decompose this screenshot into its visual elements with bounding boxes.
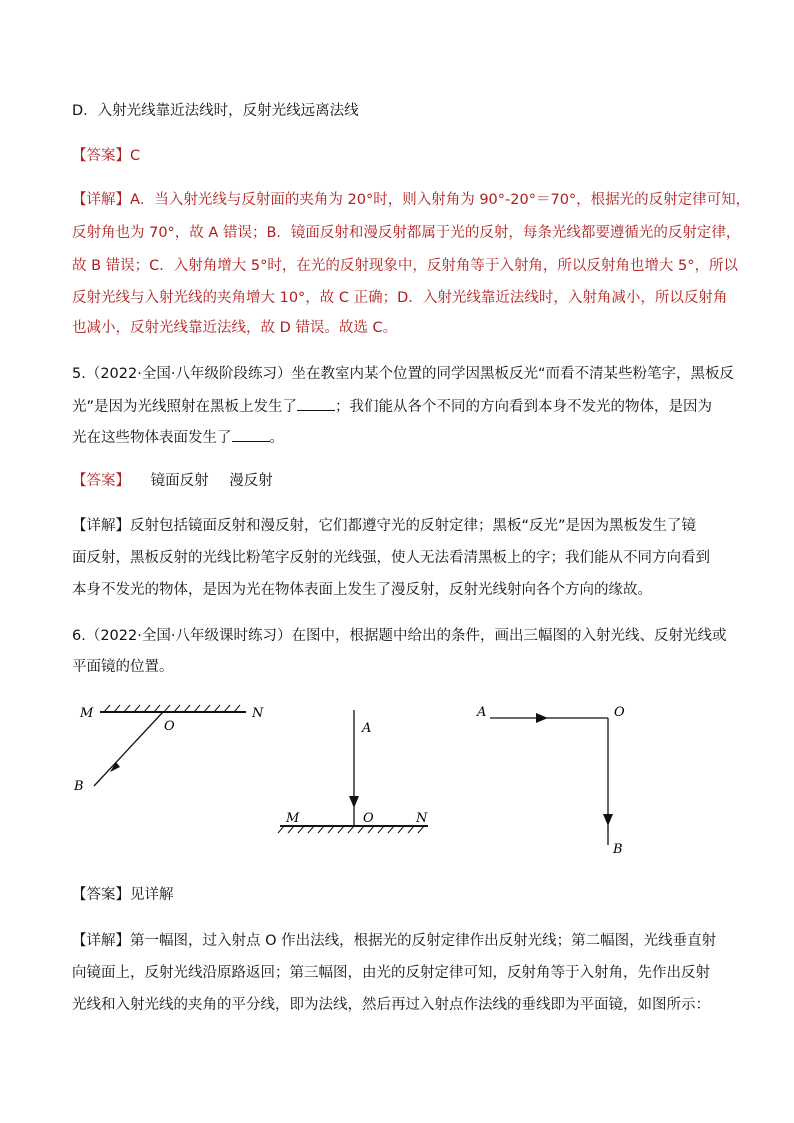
label-o: O [614,705,625,720]
option-d: D．入射光线靠近法线时，反射光线远离法线 [72,103,359,119]
q6-detail-line-2: 向镜面上，反射光线沿原路返回；第三幅图，由光的反射定律可知，反射角等于入射角，先作出反射 [72,965,710,981]
arrow-icon [349,796,359,808]
q5-detail-line-1: 【详解】反射包括镜面反射和漫反射，它们都遵守光的反射定律；黑板“反光”是因为黑板发生了镜 [72,518,697,534]
q6-detail-line-1: 【详解】第一幅图，过入射点 O 作出法线，根据光的反射定律作出反射光线；第二幅图，光线垂直射 [72,933,717,949]
label-o: O [164,719,175,734]
q6-answer: 【答案】见详解 [72,887,174,903]
q4-detail-line-2: 反射角也为 70°，故 A 错误；B．镜面反射和漫反射都属于光的反射，每条光线都要遵循光的反射定律， [72,225,741,241]
q6-question-line-2: 平面镜的位置。 [72,659,174,675]
figure-2-mirror [270,700,440,840]
q5-text-d: 。 [269,430,284,446]
q5-question-line-3 [72,427,284,448]
label-b: B [613,842,623,857]
q5-answer [72,471,273,491]
q5-text-a: 光”是因为光线照射在黑板上发生了 [72,399,298,415]
q4-detail-line-4: 反射光线与入射光线的夹角增大 10°，故 C 正确；D．入射光线靠近法线时，入射角减小，所以反射角 [72,290,728,306]
figure-1-mirror [70,700,270,800]
q5-text-b: ；我们能从各个不同的方向看到本身不发光的物体，是因为 [335,399,713,415]
q4-detail-line-3: 故 B 错误；C．入射角增大 5°时，在光的反射现象中，反射角等于入射角，所以反射角也增大 5°，所以 [72,258,738,274]
label-a: A [477,705,487,720]
q6-question-line-1: 6.（2022·全国·八年级课时练习）在图中，根据题中给出的条件，画出三幅图的入射光线、反射光线或 [72,628,727,644]
label-o: O [363,811,374,826]
arrow-icon [603,814,613,826]
q5-detail-line-2: 面反射，黑板反射的光线比粉笔字反射的光线强，使人无法看清黑板上的字；我们能从不同方向看到 [72,550,710,566]
q5-text-c: 光在这些物体表面发生了 [72,430,232,446]
q4-detail-line-1: 【详解】A．当入射光线与反射面的夹角为 20°时，则入射角为 90°-20°＝70°，根据光的反射定律可知， [72,192,751,208]
label-m: M [286,811,300,826]
label-n: N [416,811,428,826]
label-m: M [80,706,94,721]
q5-question-line-2 [72,396,712,417]
q5-question-line-1: 5.（2022·全国·八年级阶段练习）坐在教室内某个位置的同学因黑板反光“而看不清某些粉笔字，黑板反 [72,366,734,382]
q5-detail-line-3: 本身不发光的物体，是因为光在物体表面上发生了漫反射，反射光线射向各个方向的缘故。 [72,582,652,598]
q4-detail-line-5: 也减小，反射光线靠近法线，故 D 错误。故选 C。 [72,320,398,336]
reflected-ray [94,712,163,786]
q5-answer-2: 漫反射 [229,473,273,489]
q5-answer-label: 【答案】 [72,473,130,489]
q5-answer-1: 镜面反射 [150,473,209,489]
figure-3-rays [470,700,640,860]
label-b: B [74,779,84,794]
q4-answer: 【答案】C [72,148,141,164]
answer-blank-1 [297,396,335,411]
q6-detail-line-3: 光线和入射光线的夹角的平分线，即为法线，然后再过入射点作法线的垂线即为平面镜，如图所示： [72,997,710,1013]
answer-blank-2 [232,427,270,442]
arrow-icon [536,713,548,723]
label-n: N [252,706,264,721]
label-a: A [362,721,372,736]
